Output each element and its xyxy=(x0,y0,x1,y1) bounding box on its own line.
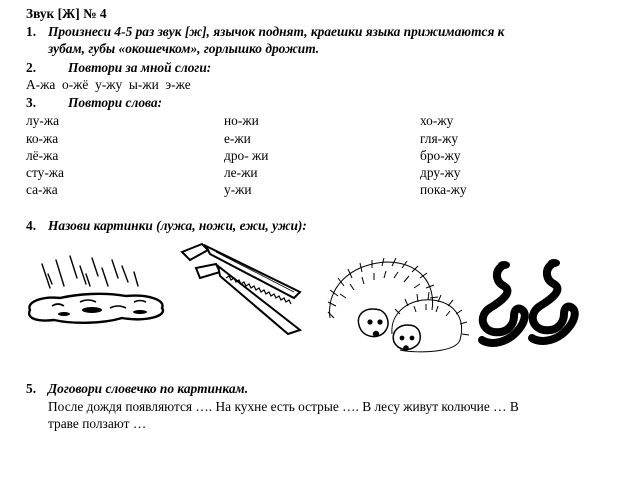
word-item: ко-жа xyxy=(26,131,59,146)
task2-number: 2. xyxy=(26,60,37,75)
task2-syllables: А-жа о-жё у-жу ы-жи э-же xyxy=(26,77,191,92)
word-item: хо-жу xyxy=(420,113,454,128)
task3-heading: Повтори слова: xyxy=(68,95,163,110)
knives-picture xyxy=(176,238,308,340)
word-item: ле-жи xyxy=(224,165,258,180)
word-item: е-жи xyxy=(224,131,251,146)
task5-line2: траве ползают … xyxy=(48,416,147,431)
word-item: дру-жу xyxy=(420,165,461,180)
task1-line2: зубам, губы «окошечком», горлышко дрожит. xyxy=(48,41,320,56)
page-title: Звук [Ж] № 4 xyxy=(26,6,107,21)
word-item: гля-жу xyxy=(420,131,459,146)
word-item: дро- жи xyxy=(224,148,269,163)
word-item: пока-жу xyxy=(420,182,467,197)
puddle-picture xyxy=(22,252,172,332)
word-item: лу-жа xyxy=(26,113,60,128)
task1-line1: Произнеси 4-5 раз звук [ж], язычок поднят, краешки языка прижимаются к xyxy=(48,24,505,39)
word-item: сту-жа xyxy=(26,165,64,180)
task4-number: 4. xyxy=(26,218,37,233)
task4-heading: Назови картинки (лужа, ножи, ежи, ужи): xyxy=(48,218,307,233)
word-item: бро-жу xyxy=(420,148,461,163)
word-item: но-жи xyxy=(224,113,259,128)
task5-line1: После дождя появляются …. На кухне есть острые …. В лесу живут колючие … В xyxy=(48,399,519,414)
word-item: са-жа xyxy=(26,182,58,197)
task1-number: 1. xyxy=(26,24,37,39)
task2-heading: Повтори за мной слоги: xyxy=(68,60,212,75)
task5-number: 5. xyxy=(26,381,37,396)
task3-number: 3. xyxy=(26,95,37,110)
word-item: у-жи xyxy=(224,182,252,197)
snakes-picture xyxy=(474,258,594,354)
task5-heading: Договори словечко по картинкам. xyxy=(48,381,249,396)
hedgehogs-picture xyxy=(320,258,470,358)
word-item: лё-жа xyxy=(26,148,59,163)
